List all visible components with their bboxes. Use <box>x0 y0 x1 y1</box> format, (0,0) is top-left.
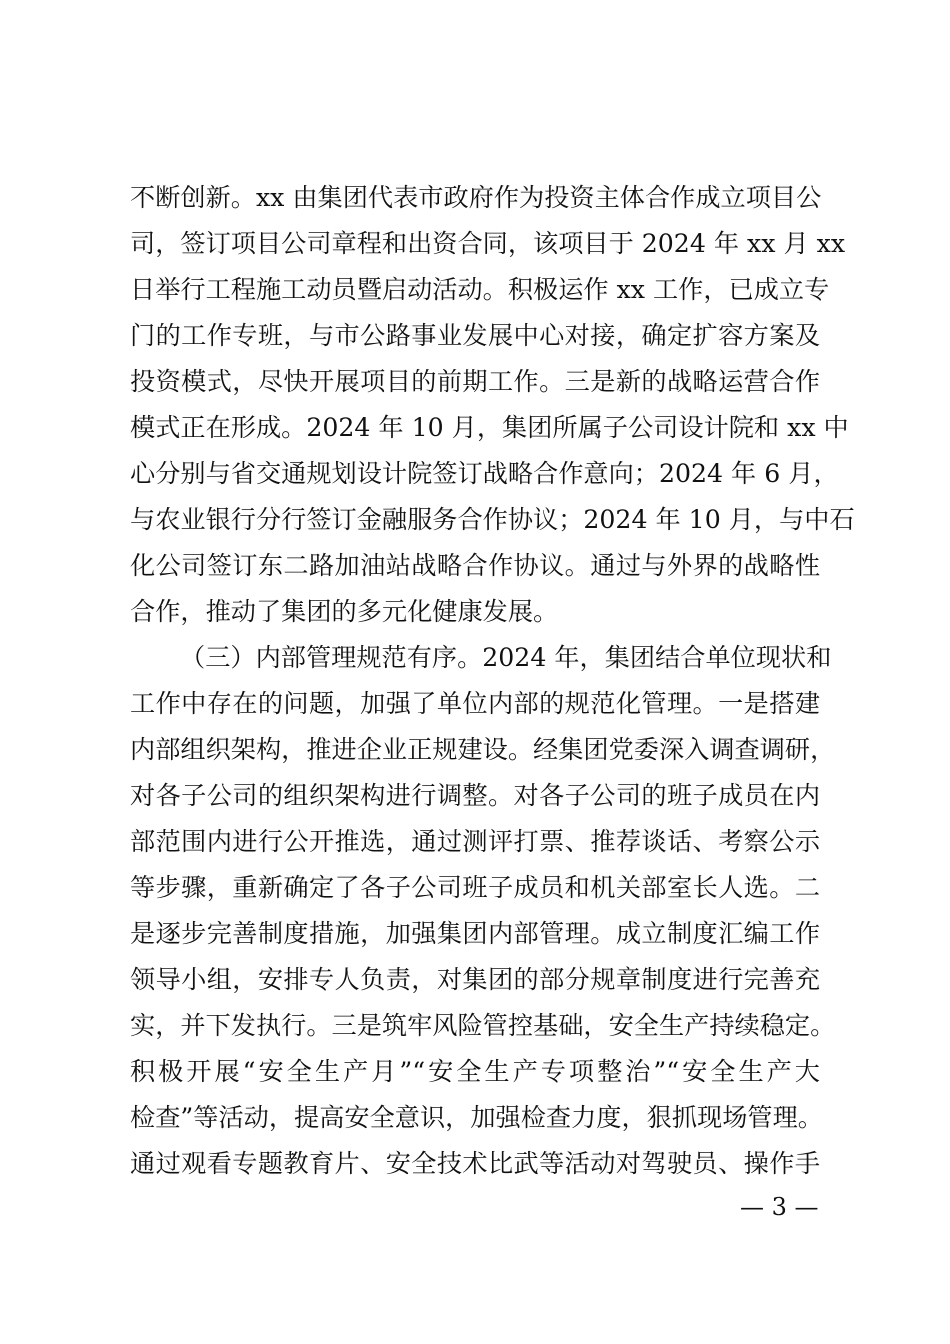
text-line: 门的工作专班，与市公路事业发展中心对接，确定扩容方案及 <box>130 321 820 350</box>
text-line: 与农业银行分行签订金融服务合作协议；2024 年 10 月，与中石 <box>130 505 855 534</box>
text-line: 工作中存在的问题，加强了单位内部的规范化管理。一是搭建 <box>130 689 820 718</box>
text-line: 部范围内进行公开推选，通过测评打票、推荐谈话、考察公示 <box>130 827 820 856</box>
text-line: 心分别与省交通规划设计院签订战略合作意向；2024 年 6 月， <box>130 459 839 488</box>
text-line: 不断创新。xx 由集团代表市政府作为投资主体合作成立项目公 <box>130 183 822 212</box>
text-line: 司，签订项目公司章程和出资合同，该项目于 2024 年 xx 月 xx <box>130 229 846 258</box>
text-line: 是逐步完善制度措施，加强集团内部管理。成立制度汇编工作 <box>130 919 820 948</box>
section-heading-line: （三）内部管理规范有序。2024 年，集团结合单位现状和 <box>180 643 832 672</box>
text-line: 合作，推动了集团的多元化健康发展。 <box>130 597 559 626</box>
text-line: 模式正在形成。2024 年 10 月，集团所属子公司设计院和 xx 中 <box>130 413 849 442</box>
text-line: 通过观看专题教育片、安全技术比武等活动对驾驶员、操作手 <box>130 1149 820 1178</box>
text-line: 等步骤，重新确定了各子公司班子成员和机关部室长人选。二 <box>130 873 820 902</box>
text-line: 对各子公司的组织架构进行调整。对各子公司的班子成员在内 <box>130 781 820 810</box>
page-number: — 3 — <box>740 1193 819 1221</box>
text-line: 实，并下发执行。三是筑牢风险管控基础，安全生产持续稳定。 <box>130 1011 836 1040</box>
text-line: 积极开展“安全生产月”“安全生产专项整治”“安全生产大 <box>130 1057 820 1086</box>
text-line: 内部组织架构，推进企业正规建设。经集团党委深入调查调研， <box>130 735 836 764</box>
text-line: 化公司签订东二路加油站战略合作协议。通过与外界的战略性 <box>130 551 820 580</box>
text-line: 检查”等活动，提高安全意识，加强检查力度，狠抓现场管理。 <box>130 1103 823 1132</box>
text-line: 日举行工程施工动员暨启动活动。积极运作 xx 工作，已成立专 <box>130 275 830 304</box>
text-line: 领导小组，安排专人负责，对集团的部分规章制度进行完善充 <box>130 965 820 994</box>
text-line: 投资模式，尽快开展项目的前期工作。三是新的战略运营合作 <box>130 367 820 396</box>
